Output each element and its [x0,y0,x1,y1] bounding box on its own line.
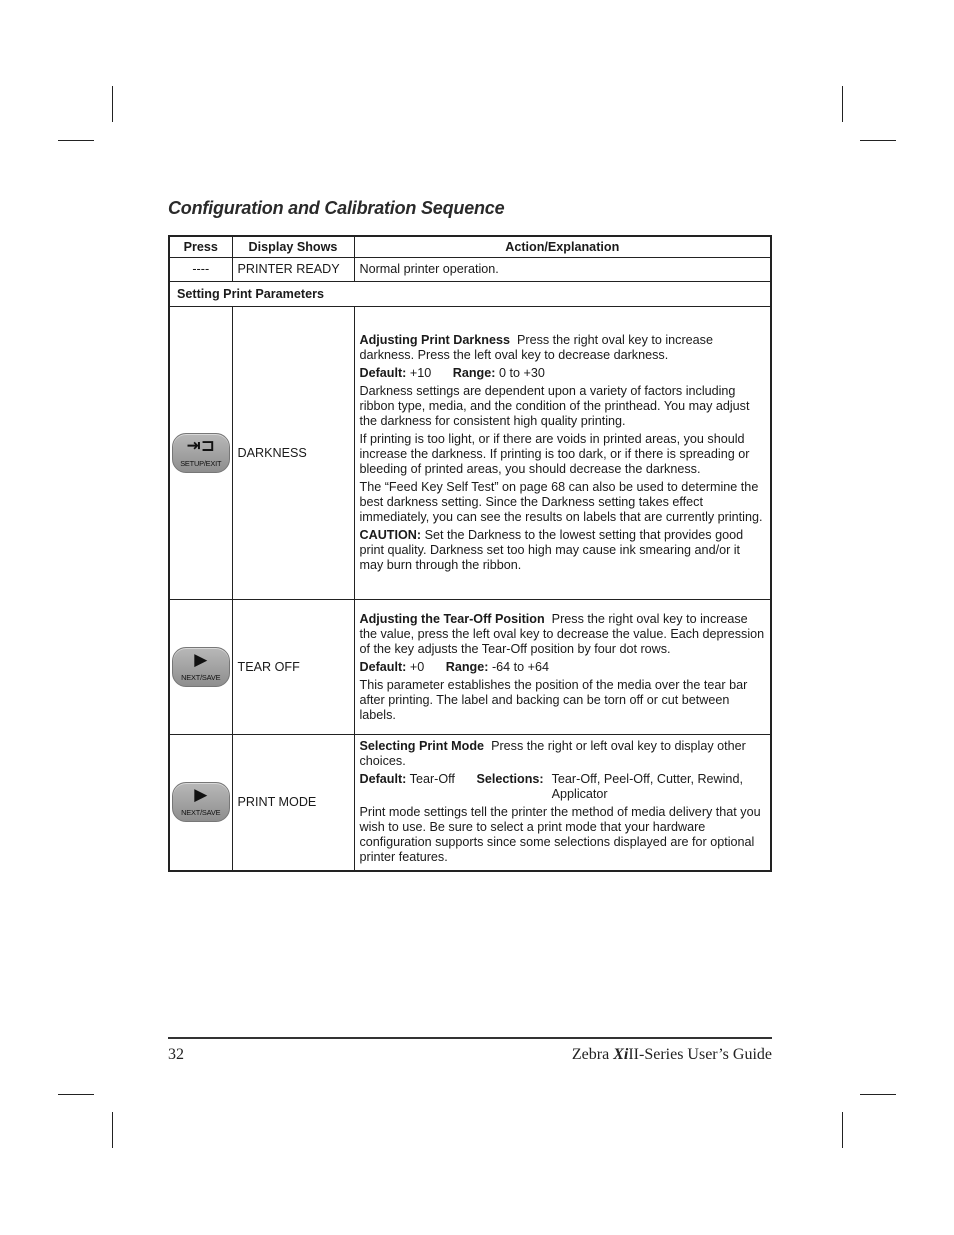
default-value: +10 [409,366,432,380]
display-cell: PRINTER READY [232,258,354,282]
crop-mark [860,140,896,141]
default-value: +0 [409,659,425,674]
key-label: SETUP/EXIT [180,459,222,468]
table-row-print-mode [169,735,771,871]
crop-mark [58,1094,94,1095]
page-number: 32 [168,1046,184,1063]
paragraph: The “Feed Key Self Test” on page 68 can also be used to determine the best darkness setting. Since the Darkness setting takes effect immediately, you can see the results on labels that are currently printing. [359,480,763,524]
setup-exit-icon: ⇥⊐ [186,436,215,455]
section-label: Setting Print Parameters [169,282,771,307]
guide-title-suffix: II-Series User’s Guide [628,1046,772,1063]
display-cell: PRINT MODE [232,735,354,871]
range-value: -64 to +64 [491,659,550,674]
setup-exit-key[interactable] [172,433,230,473]
action-heading: Adjusting the Tear-Off Position [359,611,545,626]
action-cell [354,307,771,600]
next-save-key[interactable] [172,647,230,687]
action-heading: Adjusting Print Darkness [359,333,510,347]
action-text: Press the right or left oval key to display other choices. [359,739,746,769]
play-triangle-icon: ▶ [194,785,208,805]
press-cell: ---- [169,258,232,282]
default-label: Default: [359,366,407,380]
action-text: Press the right oval key to increase darkness. Press the left oval key to decrease darkness. [359,333,713,362]
default-label: Default: [359,772,407,787]
action-heading: Selecting Print Mode [359,739,485,754]
paragraph: If printing is too light, or if there are voids in printed areas, you should increase the darkness. If printing is too dark, or if there is spreading or bleeding of printed areas, you should decrease the darkness. [359,432,750,476]
key-label: NEXT/SAVE [181,673,221,682]
header-display: Display Shows [232,236,354,258]
table-header-row [169,236,771,258]
guide-title-prefix: Zebra [571,1046,614,1063]
display-cell: TEAR OFF [232,600,354,735]
table-row-darkness [169,307,771,600]
range-label: Range: [452,366,496,380]
guide-title-italic: Xi [613,1046,629,1063]
paragraph: This parameter establishes the position of the media over the tear bar after printing. The label and backing can be torn off or cut between labels. [359,677,748,722]
caution-text: Set the Darkness to the lowest setting that provides good print quality. Darkness set too high may cause ink smearing and/or it may burn through the ribbon. [359,528,744,572]
next-save-key[interactable] [172,782,230,822]
crop-mark [58,140,94,141]
caution-label: CAUTION: [359,528,422,542]
section-row [169,282,771,307]
action-cell [354,735,771,871]
play-triangle-icon: ▶ [194,650,208,669]
crop-mark [842,1112,843,1148]
default-label: Default: [359,659,407,674]
selections-label: Selections: [476,772,544,787]
action-cell [354,600,771,735]
press-cell [169,735,232,871]
display-cell: DARKNESS [232,307,354,600]
crop-mark [112,86,113,122]
press-cell [169,307,232,600]
press-cell [169,600,232,735]
footer-divider [168,1037,772,1039]
guide-title [572,1046,772,1064]
selections-value: Tear-Off, Peel-Off, Cutter, Rewind, Applicator [551,772,743,802]
configuration-table [168,235,772,872]
default-value: Tear-Off [409,772,455,787]
paragraph: Print mode settings tell the printer the method of media delivery that you wish to use. Be sure to select a print mode that your hardware configuration supports since some selections displayed are for optional printer features. [359,805,761,865]
action-cell: Normal printer operation. [354,258,771,282]
paragraph: Darkness settings are dependent upon a variety of factors including ribbon type, media, and the condition of the printhead. You may adjust the darkness for consistent high quality printing. [359,384,750,428]
header-action: Action/Explanation [354,236,771,258]
range-label: Range: [445,659,489,674]
page-title: Configuration and Calibration Sequence [168,198,505,218]
table-row [169,258,771,282]
crop-mark [860,1094,896,1095]
key-label: NEXT/SAVE [181,808,221,818]
table-row-tear-off [169,600,771,735]
range-value: 0 to +30 [498,366,545,380]
crop-mark [112,1112,113,1148]
crop-mark [842,86,843,122]
action-text: Press the right oval key to increase the value, press the left oval key to decrease the value. Each depression of the key adjusts the Tear-Off position by four dot rows. [359,611,765,656]
header-press: Press [169,236,232,258]
